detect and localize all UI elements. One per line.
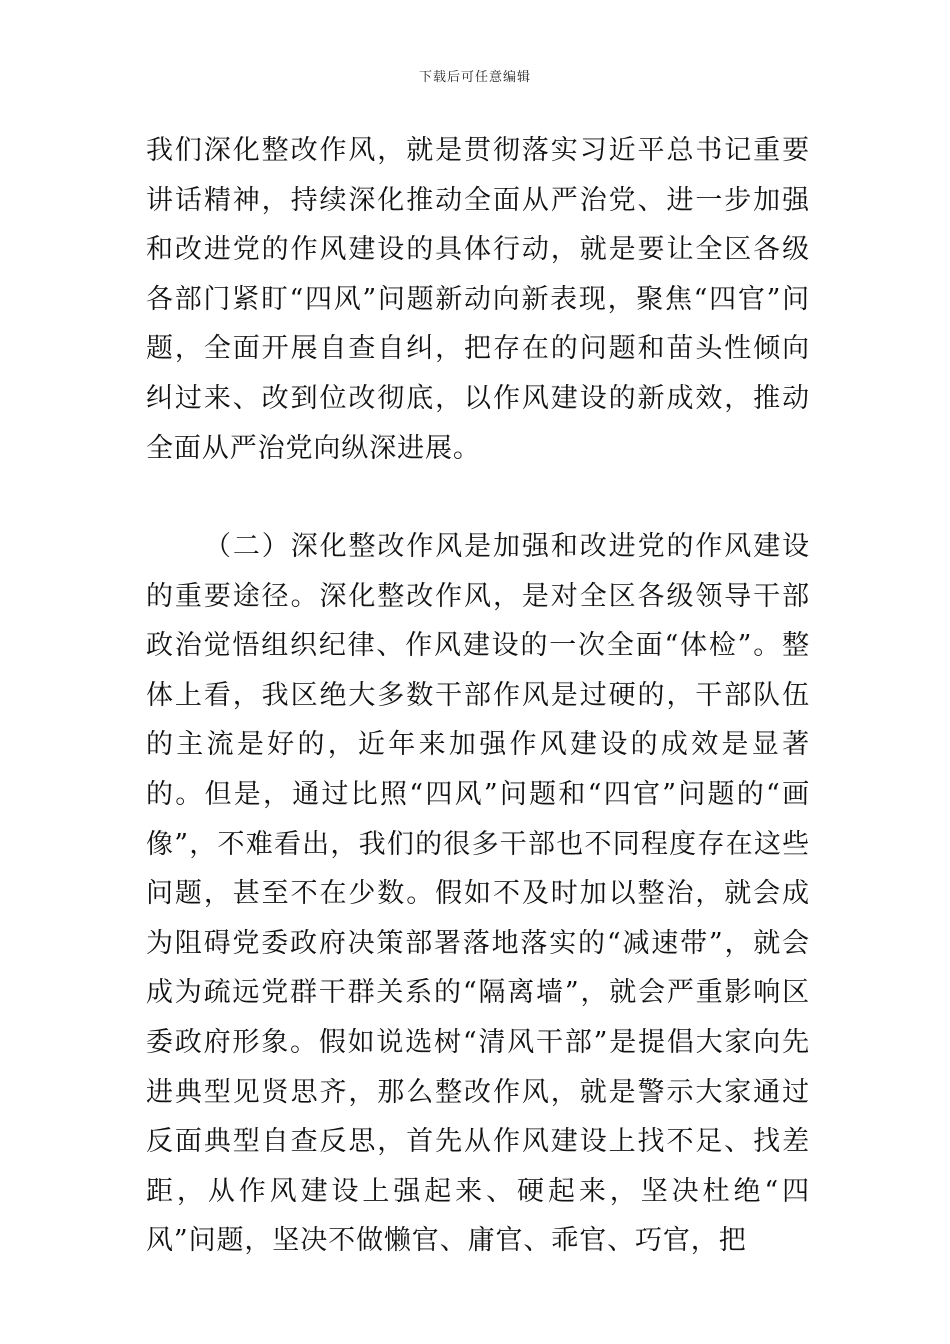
paragraph-2: （二）深化整改作风是加强和改进党的作风建设的重要途径。深化整改作风，是对全区各级领导干部政治觉悟组织纪律、作风建设的一次全面“体检”。整体上看，我区绝大多数干部作风是过硬的，干部队伍的主流是好的，近年来加强作风建设的成效是显著的。但是，通过比照“四风”问题和“四官”问题的“画像”，不难看出，我们的很多干部也不同程度存在这些问题，甚至不在少数。假如不及时加以整治，就会成为阻碍党委政府决策部署落地落实的“减速带”，就会成为疏远党群干群关系的“隔离墙”，就会严重影响区委政府形象。假如说选树“清风干部”是提倡大家向先进典型见贤思齐，那么整改作风，就是警示大家通过反面典型自查反思，首先从作风建设上找不足、找差距，从作风建设上强起来、硬起来，坚决杜绝“四风”问题，坚决不做懒官、庸官、乖官、巧官，把 (146, 531, 810, 1257)
download-note-header: 下载后可任意编辑 (418, 70, 531, 85)
paragraph-1: 我们深化整改作风，就是贯彻落实习近平总书记重要讲话精神，持续深化推动全面从严治党、进一步加强和改进党的作风建设的具体行动，就是要让全区各级各部门紧盯“四风”问题新动向新表现，聚焦“四官”问题，全面开展自查自纠，把存在的问题和苗头性倾向纠过来、改到位改彻底，以作风建设的新成效，推动全面从严治党向纵深进展。 (146, 135, 810, 464)
